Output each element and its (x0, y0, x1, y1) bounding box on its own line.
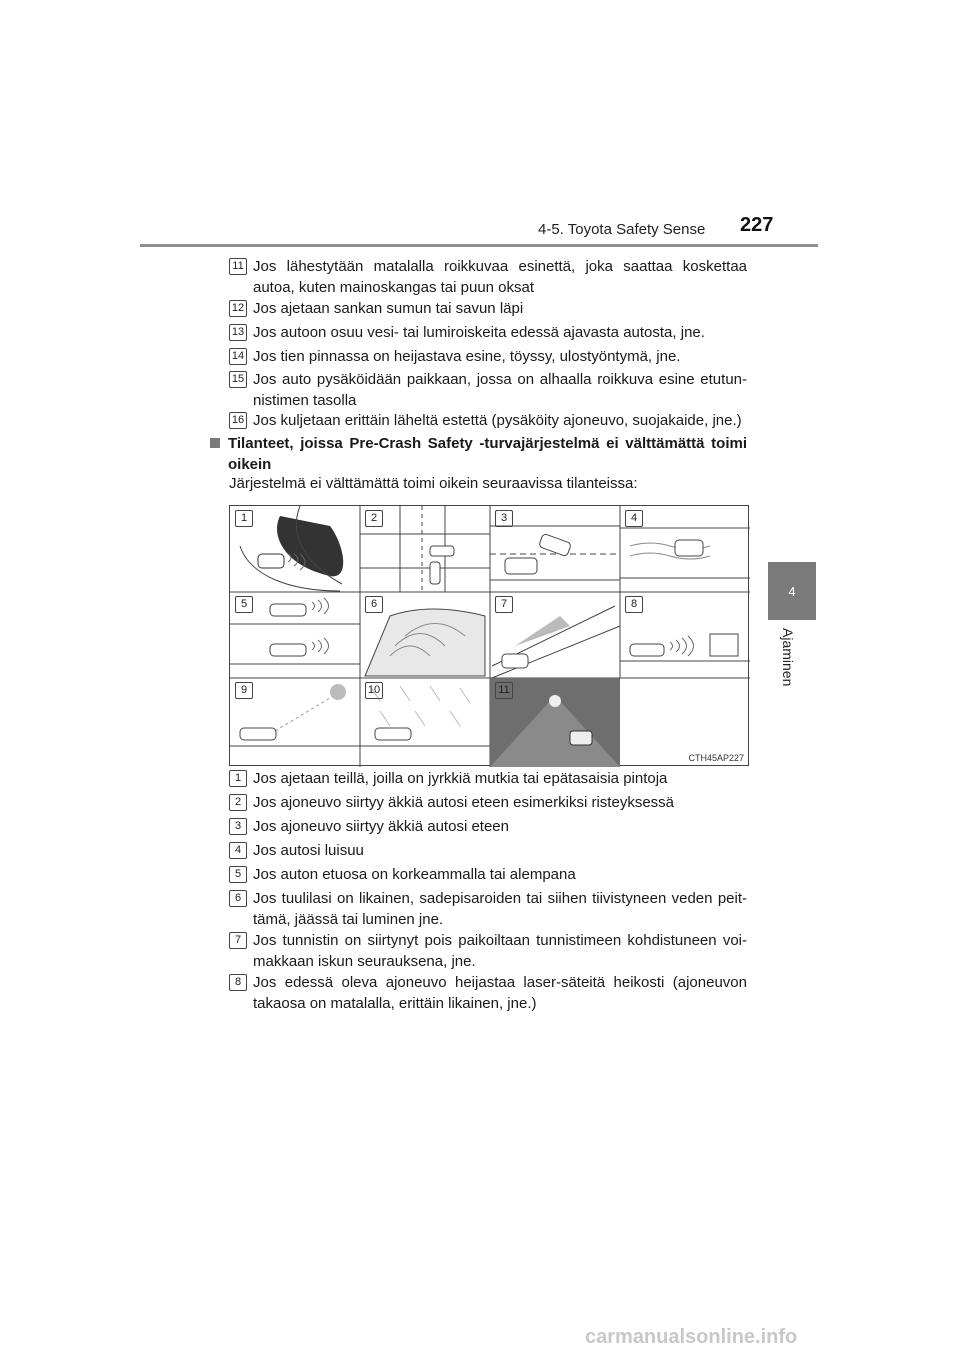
panel-curve (240, 506, 343, 591)
item-text: Jos ajoneuvo siirtyy äkkiä autosi eteen esimerkiksi risteyksessä (253, 794, 675, 811)
list-item (229, 972, 747, 1014)
item-number: 2 (229, 794, 247, 811)
item-text: Jos tunnistin on siirtynyt pois paikoiltaan tunnistimeen kohdistuneen voimakkaan iskun seurauksena, jne. (253, 932, 747, 970)
section-heading-text: Tilanteet, joissa Pre-Crash Safety -turvajärjestelmä ei välttämättä toimi oikein (228, 435, 747, 473)
item-text: Jos autoon osuu vesi- tai lumiroiskeita edessä ajavasta autosta, jne. (253, 324, 705, 341)
item-text: Jos edessä oleva ajoneuvo heijastaa laser-säteitä heikosti (ajoneuvon takaosa on matalalla, erittäin likainen, jne.) (253, 974, 747, 1012)
panel-label: 9 (235, 682, 253, 699)
panel-label: 8 (625, 596, 643, 613)
item-number: 12 (229, 300, 247, 317)
panel-label: 10 (365, 682, 383, 699)
list-item (229, 768, 747, 789)
panel-label: 6 (365, 596, 383, 613)
section-intro: Järjestelmä ei välttämättä toimi oikein seuraavissa tilanteissa: (229, 475, 638, 492)
page-number: 227 (740, 214, 774, 236)
item-text: Jos ajetaan sankan sumun tai savun läpi (253, 300, 524, 317)
item-text: Jos autosi luisuu (253, 842, 364, 859)
item-number: 13 (229, 324, 247, 341)
square-bullet-icon (210, 438, 220, 448)
watermark: carmanualsonline.info (585, 1326, 798, 1348)
item-text: Jos auto pysäköidään paikkaan, jossa on alhaalla roikkuva esine etutunnistimen tasolla (253, 371, 747, 409)
panel-truck (620, 634, 750, 661)
section-heading (210, 433, 747, 475)
item-number: 8 (229, 974, 247, 991)
panel-label: 7 (495, 596, 513, 613)
list-item (229, 792, 747, 813)
item-number: 16 (229, 412, 247, 429)
panel-label: 11 (495, 682, 513, 699)
item-number: 5 (229, 866, 247, 883)
chapter-label: Ajaminen (780, 628, 796, 687)
item-number: 15 (229, 371, 247, 388)
panel-windshield (365, 609, 485, 676)
item-text: Jos ajetaan teillä, joilla on jyrkkiä mutkia tai epätasaisia pintoja (253, 770, 668, 787)
list-item (229, 888, 747, 930)
item-text: Jos ajoneuvo siirtyy äkkiä autosi eteen (253, 818, 509, 835)
list-item (229, 256, 747, 298)
panel-label: 1 (235, 510, 253, 527)
panel-skid (620, 528, 750, 578)
panel-cut-in (490, 526, 620, 580)
figure-code: CTH45AP227 (688, 753, 744, 763)
list-item (229, 298, 747, 319)
list-item (229, 816, 747, 837)
list-item (229, 322, 747, 343)
illustration-svg (230, 506, 750, 767)
item-text: Jos kuljetaan erittäin läheltä estettä (pysäköity ajoneuvo, suojakaide, jne.) (253, 412, 742, 429)
panel-sensor (492, 606, 620, 678)
list-item (229, 840, 747, 861)
item-number: 14 (229, 348, 247, 365)
item-number: 3 (229, 818, 247, 835)
item-number: 6 (229, 890, 247, 907)
header-rule (140, 244, 818, 247)
panel-label: 4 (625, 510, 643, 527)
panel-label: 5 (235, 596, 253, 613)
illustration-grid (229, 505, 749, 766)
panel-label: 3 (495, 510, 513, 527)
item-text: Jos auton etuosa on korkeammalla tai alempana (253, 866, 576, 883)
item-number: 4 (229, 842, 247, 859)
item-text: Jos tien pinnassa on heijastava esine, töyssy, ulostyöntymä, jne. (253, 348, 681, 365)
panel-label: 2 (365, 510, 383, 527)
item-text: Jos tuulilasi on likainen, sadepisaroiden tai siihen tiivistyneen veden peittämä, jäässä tai luminen jne. (253, 890, 747, 928)
list-item (229, 864, 747, 885)
list-item (229, 346, 747, 367)
list-item (229, 410, 747, 431)
header-section-title: 4-5. Toyota Safety Sense (538, 221, 706, 238)
item-number: 11 (229, 258, 247, 275)
item-text: Jos lähestytään matalalla roikkuvaa esinettä, joka saattaa koskettaa autoa, kuten mainoskangas tai puun oksat (253, 258, 747, 296)
item-number: 1 (229, 770, 247, 787)
chapter-tab: 4 (768, 562, 816, 620)
list-item (229, 369, 747, 411)
list-item (229, 930, 747, 972)
item-number: 7 (229, 932, 247, 949)
